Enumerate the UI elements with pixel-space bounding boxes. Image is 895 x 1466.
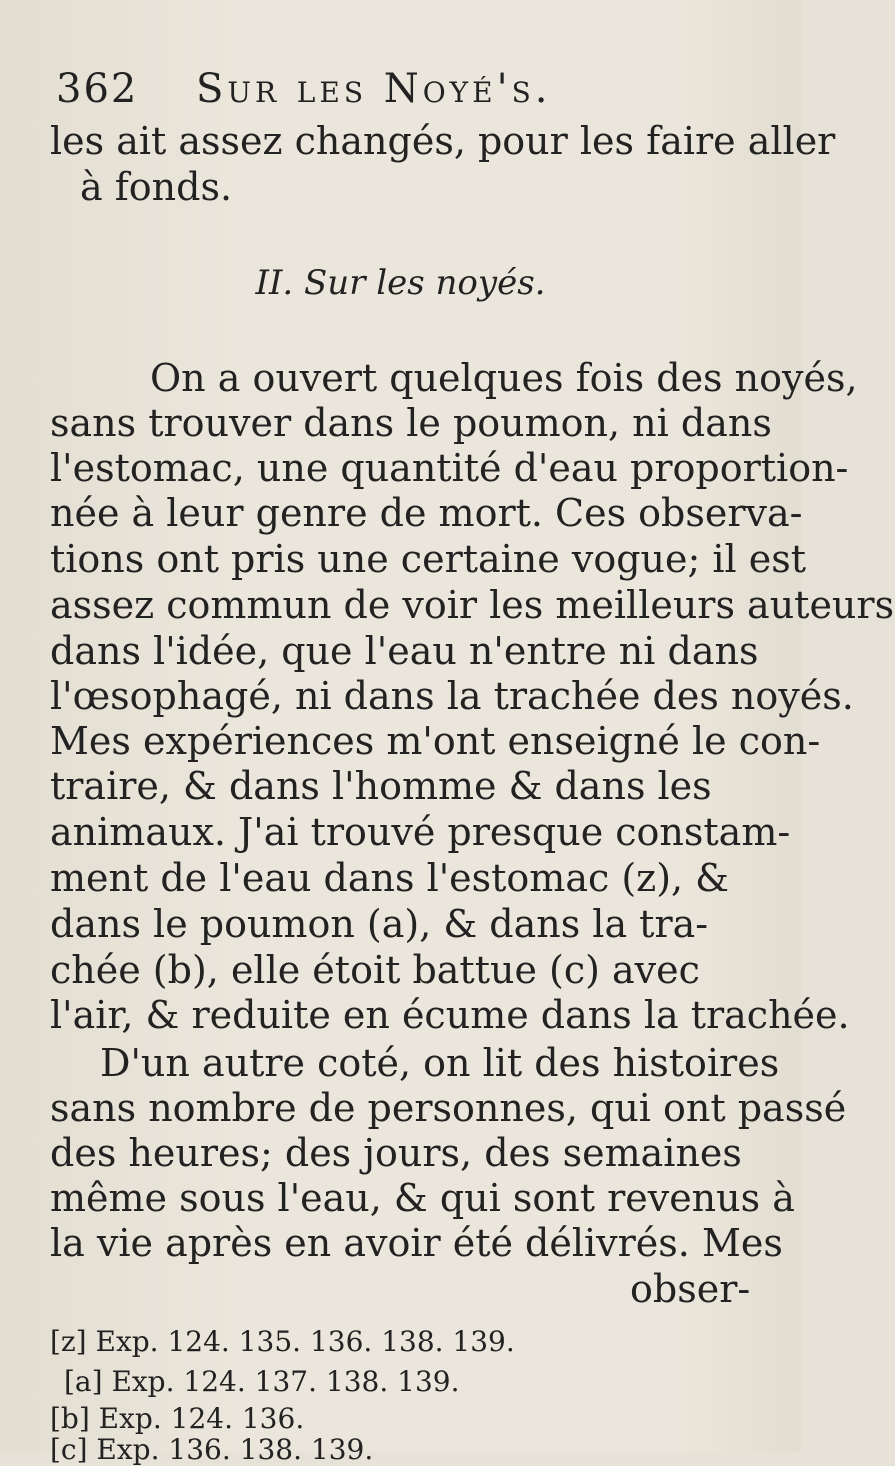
text-line: sans nombre de personnes, qui ont passé xyxy=(50,1086,847,1130)
text-line: les ait assez changés, pour les faire aller xyxy=(50,119,836,163)
text-line: Mes expériences m'ont enseigné le con- xyxy=(50,719,821,763)
text-line: la vie après en avoir été délivrés. Mes xyxy=(50,1221,783,1265)
footnote: [c] Exp. 136. 138. 139. xyxy=(50,1433,374,1466)
running-title: Sur les Noyé's. xyxy=(196,66,552,112)
text-line: animaux. J'ai trouvé presque constam- xyxy=(50,810,791,854)
text-line: tions ont pris une certaine vogue; il est xyxy=(50,537,807,581)
text-line: dans l'idée, que l'eau n'entre ni dans xyxy=(50,629,759,673)
text-line: On a ouvert quelques fois des noyés, xyxy=(150,356,858,400)
footnote: [z] Exp. 124. 135. 136. 138. 139. xyxy=(50,1325,515,1358)
section-heading: II. Sur les noyés. xyxy=(255,263,546,303)
text-line: l'estomac, une quantité d'eau proportion- xyxy=(50,446,849,490)
text-line: des heures; des jours, des semaines xyxy=(50,1131,742,1175)
catchword: obser- xyxy=(630,1267,751,1311)
footnote: [b] Exp. 124. 136. xyxy=(50,1402,305,1435)
text-line: même sous l'eau, & qui sont revenus à xyxy=(50,1176,795,1220)
page-header xyxy=(56,66,761,116)
text-line: sans trouver dans le poumon, ni dans xyxy=(50,401,772,445)
text-line: l'œsophagé, ni dans la trachée des noyés. xyxy=(50,674,854,718)
footnote: [a] Exp. 124. 137. 138. 139. xyxy=(64,1365,460,1398)
text-line: traire, & dans l'homme & dans les xyxy=(50,764,712,808)
text-line: à fonds. xyxy=(80,165,233,209)
text-line: l'air, & reduite en écume dans la trachée. xyxy=(50,993,850,1037)
text-line: D'un autre coté, on lit des histoires xyxy=(100,1041,780,1085)
text-line: ment de l'eau dans l'estomac (z), & xyxy=(50,856,730,900)
text-line: assez commun de voir les meilleurs auteurs xyxy=(50,583,895,627)
text-line: née à leur genre de mort. Ces observa- xyxy=(50,491,803,535)
page-number: 362 xyxy=(56,66,139,112)
text-line: dans le poumon (a), & dans la tra- xyxy=(50,902,709,946)
text-line: chée (b), elle étoit battue (c) avec xyxy=(50,948,700,992)
